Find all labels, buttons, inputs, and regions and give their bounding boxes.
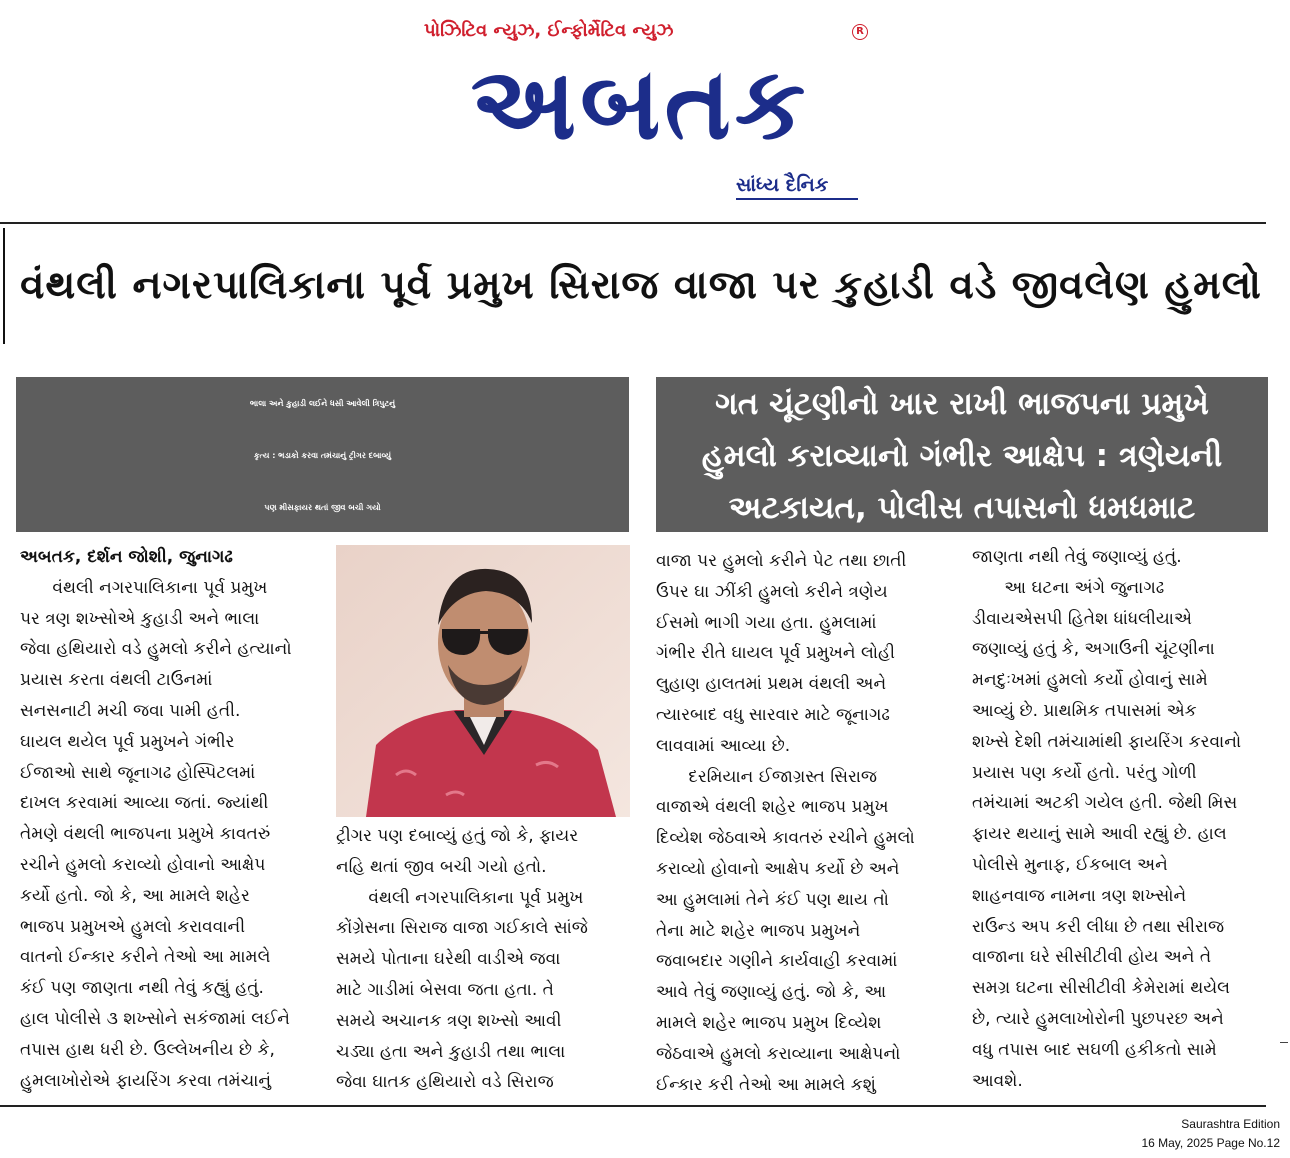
top-divider — [0, 222, 1266, 224]
article-line: ચડ્યા હતા અને કુહાડી તથા ભાલા — [336, 1041, 566, 1062]
article-line: વંથલી નગરપાલિકાના પૂર્વ પ્રમુખ — [20, 577, 268, 598]
article-line: તમંચામાં અટકી ગયેલ હતી. જેથી મિસ — [972, 793, 1238, 814]
article-line: આવે તેવું જણાવ્યું હતું. જો કે, આ — [656, 982, 887, 1003]
article-line: રચીને હુમલો કરાવ્યો હોવાનો આક્ષેપ — [20, 854, 266, 875]
article-line: ઉપર ઘા ઝીંકી હુમલો કરીને ત્રણેય — [656, 581, 888, 602]
masthead-tagline: પોઝિટિવ ન્યુઝ, ઈન્ફોર્મેટિવ ન્યુઝ — [424, 20, 674, 41]
article-column-4 — [972, 542, 1241, 1096]
article-line: ટ્રીગર પણ દબાવ્યું હતું જો કે, ફાયર — [336, 826, 579, 846]
article-line: જેઠવાએ હુમલો કરાવ્યાના આક્ષેપનો — [656, 1043, 901, 1064]
article-line: ઘાયલ થયેલ પૂર્વ પ્રમુખને ગંભીર — [20, 731, 235, 752]
deck-left-line-2: કૃત્ય : ભડાકો કરવા તમંચાનું ટ્રીગર દબાવ્યું — [253, 451, 392, 460]
article-line: છે, ત્યારે હુમલાખોરોની પુછપરછ અને — [972, 1008, 1224, 1029]
deck-left — [16, 377, 629, 532]
article-column-3 — [656, 546, 915, 1100]
article-line: માટે ગાડીમાં બેસવા જતા હતા. તે — [336, 979, 554, 1000]
portrait-image — [336, 545, 630, 817]
article-line: વાજાના ઘરે સીસીટીવી હોય અને તે — [972, 947, 1212, 968]
article-line: શખ્સે દેશી તમંચામાંથી ફાયરિંગ કરવાનો — [972, 731, 1242, 752]
article-line: વંથલી નગરપાલિકાના પૂર્વ પ્રમુખ — [336, 887, 584, 908]
article-line: વધુ તપાસ બાદ સઘળી હકીકતો સામે — [972, 1039, 1217, 1060]
masthead-subtitle: સાંધ્ય દૈનિક — [736, 174, 829, 196]
article-column-2 — [336, 821, 588, 1098]
article-line: લાવવામાં આવ્યા છે. — [656, 735, 791, 756]
article-line: આ ઘટના અંગે જુનાગઢ — [972, 577, 1165, 598]
article-line: ત્યારબાદ વધુ સારવાર માટે જૂનાગઢ — [656, 704, 890, 725]
article-line: મામલે શહેર ભાજપ પ્રમુખ દિવ્યેશ — [656, 1012, 882, 1033]
subtitle-underline — [736, 198, 858, 200]
deck-right-line-2: હુમલો કરાવ્યાનો ગંભીર આક્ષેપ : ત્રણેયની — [701, 438, 1223, 474]
article-line: આવશે. — [972, 1070, 1023, 1091]
registered-mark-icon: R — [852, 24, 868, 40]
masthead — [418, 18, 868, 208]
deck-left-line-3: પણ મીસફાયર થતાં જીવ બચી ગયો — [264, 503, 381, 512]
person-photo — [336, 545, 630, 817]
column-1-lines — [20, 573, 292, 1097]
article-line: ફાયર થયાનું સામે આવી રહ્યું છે. હાલ — [972, 824, 1227, 845]
article-line: કરાવ્યો હોવાનો આક્ષેપ કર્યો છે અને — [656, 858, 900, 879]
article-line: જેવા ઘાતક હથિયારો વડે સિરાજ — [336, 1072, 554, 1093]
article-line: વાજા પર હુમલો કરીને પેટ તથા છાતી — [656, 551, 907, 571]
article-column-1 — [20, 542, 292, 1096]
article-line: જણાવ્યું હતું કે, અગાઉની ચૂંટણીના — [972, 639, 1215, 660]
article-line: મનદુઃખમાં હુમલો કર્યો હોવાનું સામે — [972, 670, 1208, 691]
article-line: વાતનો ઈન્કાર કરીને તેઓ આ મામલે — [20, 947, 271, 968]
headline-left-rule — [3, 228, 5, 344]
article-line: પોલીસે મુનાફ, ઈકબાલ અને — [972, 854, 1168, 875]
article-line: ભાજપ પ્રમુખએ હુમલો કરાવવાની — [20, 916, 246, 937]
article-line: સમયે અચાનક ત્રણ શખ્સો આવી — [336, 1010, 562, 1031]
article-line: વાજાએ વંથલી શહેર ભાજપ પ્રમુખ — [656, 797, 889, 818]
article-line: હાલ પોલીસે ૩ શખ્સોને સકંજામાં લઈને — [20, 1008, 290, 1029]
article-line: પર ત્રણ શખ્સોએ કુહાડી અને ભાલા — [20, 608, 260, 629]
deck-left-line-1: ભાલા અને કુહાડી લઈને ધસી આવેલી ત્રિપુટનું — [249, 399, 396, 408]
article-line: સનસનાટી મચી જવા પામી હતી. — [20, 700, 241, 721]
article-line: જેવા હથિયારો વડે હુમલો કરીને હત્યાનો — [20, 639, 292, 660]
article-line: પ્રયાસ પણ કર્યો હતો. પરંતુ ગોળી — [972, 762, 1197, 783]
article-line: દાખલ કરવામાં આવ્યા જતાં. જ્યાંથી — [20, 793, 269, 814]
article-line: જાણતા નથી તેવું જણાવ્યું હતું. — [972, 547, 1182, 567]
article-line: ઈસમો ભાગી ગયા હતા. હુમલામાં — [656, 612, 877, 633]
article-line: સમગ્ર ઘટના સીસીટીવી કેમેરામાં થયેલ — [972, 978, 1231, 999]
article-line: કોંગ્રેસના સિરાજ વાજા ગઈકાલે સાંજે — [336, 918, 588, 939]
article-line: જવાબદાર ગણીને કાર્યવાહી કરવામાં — [656, 951, 898, 972]
article-line: સમયે પોતાના ઘરેથી વાડીએ જવા — [336, 949, 561, 970]
article-line: દિવ્યેશ જેઠવાએ કાવતરું રચીને હુમલો — [656, 828, 915, 849]
article-line: નહિ થતાં જીવ બચી ગયો હતો. — [336, 856, 547, 877]
article-line: શાહનવાજ નામના ત્રણ શખ્સોને — [972, 885, 1187, 906]
article-line: આ હુમલામાં તેને કંઈ પણ થાય તો — [656, 889, 889, 910]
deck-right-line-3: અટકાયત, પોલીસ તપાસનો ધમધમાટ — [728, 490, 1196, 526]
article-line: આવ્યું છે. પ્રાથમિક તપાસમાં એક — [972, 700, 1197, 721]
article-line: રાઉન્ડ અપ કરી લીધા છે તથા સીરાજ — [972, 916, 1225, 937]
article-line: લુહાણ હાલતમાં પ્રથમ વંથલી અને — [656, 674, 887, 695]
article-line: તેના માટે શહેર ભાજપ પ્રમુખને — [656, 920, 861, 941]
byline: અબતક, દર્શન જોશી, જુનાગઢ — [20, 547, 233, 567]
margin-mark — [1280, 1042, 1288, 1043]
article-line: ગંભીર રીતે ઘાયલ પૂર્વ પ્રમુખને લોહી — [656, 643, 895, 664]
article-line: કર્યો હતો. જો કે, આ મામલે શહેર — [20, 885, 250, 906]
article-line: તેમણે વંથલી ભાજપના પ્રમુખે કાવતરું — [20, 824, 271, 845]
article-line: પ્રયાસ કરતા વંથલી ટાઉનમાં — [20, 670, 213, 691]
deck-right — [656, 377, 1268, 532]
newspaper-logo: અબતક — [470, 45, 810, 162]
article-line: ડીવાયએસપી હિતેશ ધાંધલીયાએ — [972, 608, 1192, 629]
article-line: ઈજાઓ સાથે જૂનાગઢ હોસ્પિટલમાં — [20, 762, 256, 783]
article-line: હુમલાખોરોએ ફાયરિંગ કરવા તમંચાનું — [20, 1070, 272, 1091]
bottom-divider — [0, 1105, 1266, 1107]
edition-label: Saurashtra Edition — [1181, 1117, 1280, 1131]
article-line: તપાસ હાથ ધરી છે. ઉલ્લેખનીય છે કે, — [20, 1039, 275, 1060]
date-page-label: 16 May, 2025 Page No.12 — [1141, 1136, 1280, 1150]
article-line: કંઈ પણ જાણતા નથી તેવું કહ્યું હતું. — [20, 978, 264, 999]
main-headline: વંથલી નગરપાલિકાના પૂર્વ પ્રમુખ સિરાજ વાજા પર કુહાડી વડે જીવલેણ હુમલો — [20, 263, 1262, 308]
article-line: ઈન્કાર કરી તેઓ આ મામલે કશું — [656, 1074, 876, 1095]
article-line: દરમિયાન ઈજાગ્રસ્ત સિરાજ — [656, 766, 877, 787]
deck-right-line-1: ગત ચૂંટણીનો ખાર રાખી ભાજપના પ્રમુખે — [715, 386, 1209, 422]
